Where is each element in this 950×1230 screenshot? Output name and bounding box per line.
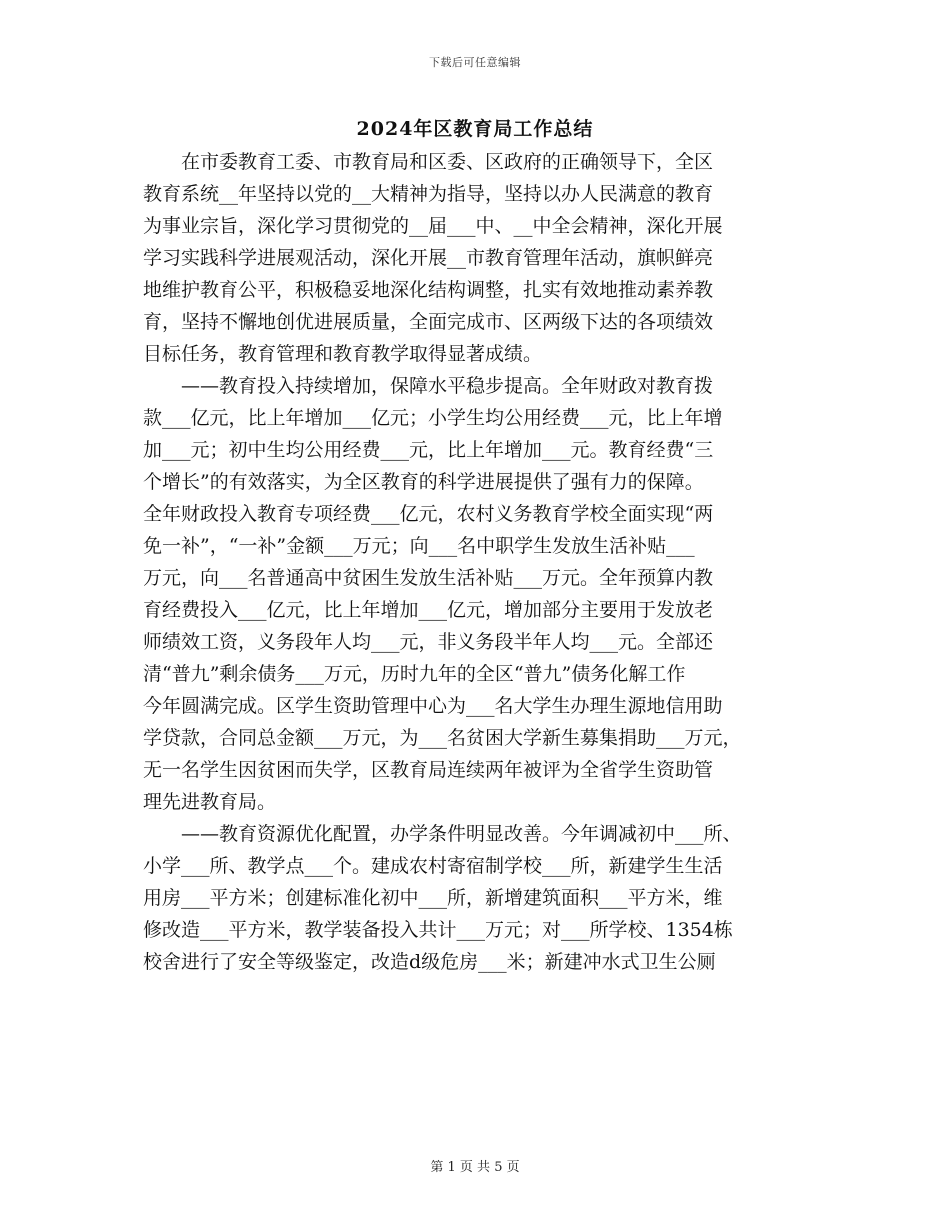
body-text-line: 育经费投入___亿元，比上年增加___亿元，增加部分主要用于发放老: [143, 599, 714, 621]
body-text-line: 理先进教育局。: [143, 791, 277, 813]
body-text-line: 学习实践科学进展观活动，深化开展__市教育管理年活动，旗帜鲜亮: [143, 247, 714, 269]
body-text-line: 免一补”，“一补”金额___万元；向___名中职学生发放生活补贴___: [143, 535, 695, 557]
body-text-line: 地维护教育公平，积极稳妥地深化结构调整，扎实有效地推动素养教: [143, 279, 714, 301]
body-text-line: 教育系统__年坚持以党的__大精神为指导，坚持以办人民满意的教育: [143, 183, 714, 205]
body-text-line: 款___亿元，比上年增加___亿元；小学生均公用经费___元，比上年增: [143, 407, 723, 429]
body-text-line: 师绩效工资，义务段年人均___元，非义务段半年人均___元。全部还: [143, 631, 714, 653]
body-text-line: 修改造___平方米，教学装备投入共计___万元；对___所学校、1354栋: [143, 919, 733, 941]
body-text-line: 育，坚持不懈地创优进展质量，全面完成市、区两级下达的各项绩效: [143, 311, 714, 333]
body-text-line: 全年财政投入教育专项经费___亿元，农村义务教育学校全面实现“两: [143, 503, 714, 525]
body-text-line: ——教育投入持续增加，保障水平稳步提高。全年财政对教育拨: [143, 375, 714, 397]
document-body: [143, 146, 807, 978]
body-text-line: 万元，向___名普通高中贫困生发放生活补贴___万元。全年预算内教: [143, 567, 714, 589]
body-text-line: 用房___平方米；创建标准化初中___所，新增建筑面积___平方米，维: [143, 887, 723, 909]
body-text-line: 今年圆满完成。区学生资助管理中心为___名大学生办理生源地信用助: [143, 695, 723, 717]
body-text-line: 学贷款，合同总金额___万元，为___名贫困大学新生募集捐助___万元，: [143, 727, 742, 749]
body-text-line: 校舍进行了安全等级鉴定，改造d级危房___米；新建冲水式卫生公厕: [143, 951, 716, 973]
body-text-line: 为事业宗旨，深化学习贯彻党的__届___中、__中全会精神，深化开展: [143, 215, 723, 237]
body-text-line: ——教育资源优化配置，办学条件明显改善。今年调减初中___所、: [143, 823, 742, 845]
body-text-line: 无一名学生因贫困而失学，区教育局连续两年被评为全省学生资助管: [143, 759, 714, 781]
body-text-line: 加___元；初中生均公用经费___元，比上年增加___元。教育经费“三: [143, 439, 714, 461]
body-text-line: 个增长”的有效落实，为全区教育的科学进展提供了强有力的保障。: [143, 471, 704, 493]
body-text-line: 小学___所、教学点___个。建成农村寄宿制学校___所，新建学生生活: [143, 855, 723, 877]
body-text-line: 在市委教育工委、市教育局和区委、区政府的正确领导下，全区: [143, 151, 714, 173]
document-title: 2024年区教育局工作总结: [356, 118, 594, 140]
page-footer: 第 1 页 共 5 页: [430, 1160, 520, 1175]
body-text-line: 目标任务，教育管理和教育教学取得显著成绩。: [143, 343, 543, 365]
header-note: 下载后可任意编辑: [429, 56, 521, 69]
body-text-line: 清“普九”剩余债务___万元，历时九年的全区“普九”债务化解工作: [143, 663, 686, 685]
